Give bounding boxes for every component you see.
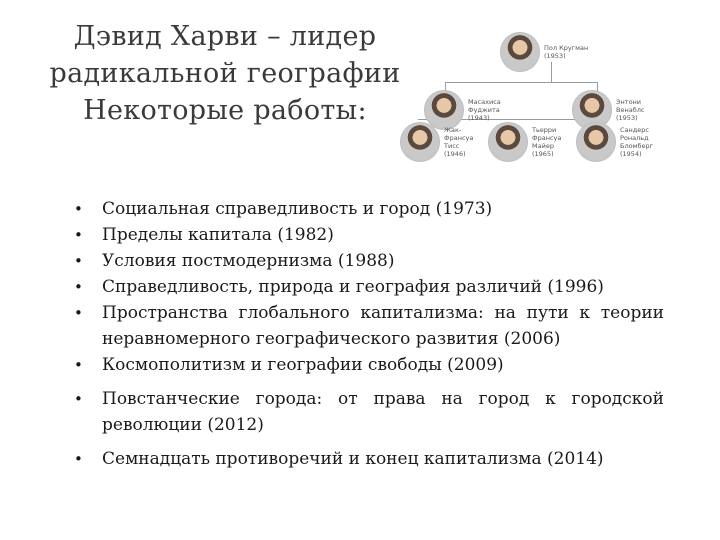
work-title: Семнадцать противоречий и конец капитализма (2014)	[102, 449, 604, 469]
list-item	[72, 196, 664, 222]
avatar	[576, 122, 616, 162]
list-item	[72, 446, 664, 472]
list-item	[72, 222, 664, 248]
bullet-icon: •	[74, 304, 83, 322]
avatar	[400, 122, 440, 162]
person-year: (1943)	[468, 114, 490, 122]
avatar	[500, 32, 540, 72]
connector-mid-horizontal	[445, 82, 597, 83]
person-card-4	[400, 122, 490, 162]
title-line-1: Дэвид Харви – лидер	[73, 21, 377, 52]
person-name: Пол Кругман	[544, 44, 589, 52]
bullet-icon: •	[74, 252, 83, 270]
work-title: Пределы капитала (1982)	[102, 225, 334, 245]
person-card-1	[500, 32, 590, 72]
list-item	[72, 386, 664, 438]
work-title: Социальная справедливость и город (1973)	[102, 199, 493, 219]
person-year: (1954)	[620, 150, 642, 158]
bullet-icon: •	[74, 450, 83, 468]
list-item	[72, 274, 664, 300]
person-card-6	[576, 122, 666, 162]
works-list	[72, 196, 664, 472]
bullet-icon: •	[74, 278, 83, 296]
work-title: Справедливость, природа и география различий (1996)	[102, 277, 604, 297]
person-name: Сандерс Рональд Бломберг	[620, 126, 654, 150]
list-item	[72, 352, 664, 378]
person-name: Тьерри Франсуа Майер	[532, 126, 562, 150]
list-item	[72, 300, 664, 352]
person-year: (1953)	[544, 52, 566, 60]
person-name: Жак-Франсуа Тисс	[444, 126, 474, 150]
avatar	[488, 122, 528, 162]
list-item	[72, 248, 664, 274]
person-year: (1953)	[616, 114, 638, 122]
person-card-5	[488, 122, 578, 162]
person-year: (1946)	[444, 150, 466, 158]
work-title: Пространства глобального капитализма: на пути к теории неравномерного географического развития (2006)	[102, 303, 664, 349]
bullet-icon: •	[74, 390, 83, 408]
person-name: Масахиса Фуджита	[468, 98, 501, 114]
slide-title	[40, 18, 410, 129]
person-name: Энтони Венаблс	[616, 98, 645, 114]
bullet-icon: •	[74, 356, 83, 374]
title-line-2: радикальной географии	[49, 58, 401, 89]
bullet-icon: •	[74, 200, 83, 218]
title-line-3: Некоторые работы:	[83, 95, 367, 126]
work-title: Условия постмодернизма (1988)	[102, 251, 395, 271]
org-chart	[400, 30, 660, 170]
bullet-icon: •	[74, 226, 83, 244]
person-year: (1965)	[532, 150, 554, 158]
work-title: Космополитизм и географии свободы (2009)	[102, 355, 504, 375]
work-title: Повстанческие города: от права на город к городской революции (2012)	[102, 389, 664, 435]
